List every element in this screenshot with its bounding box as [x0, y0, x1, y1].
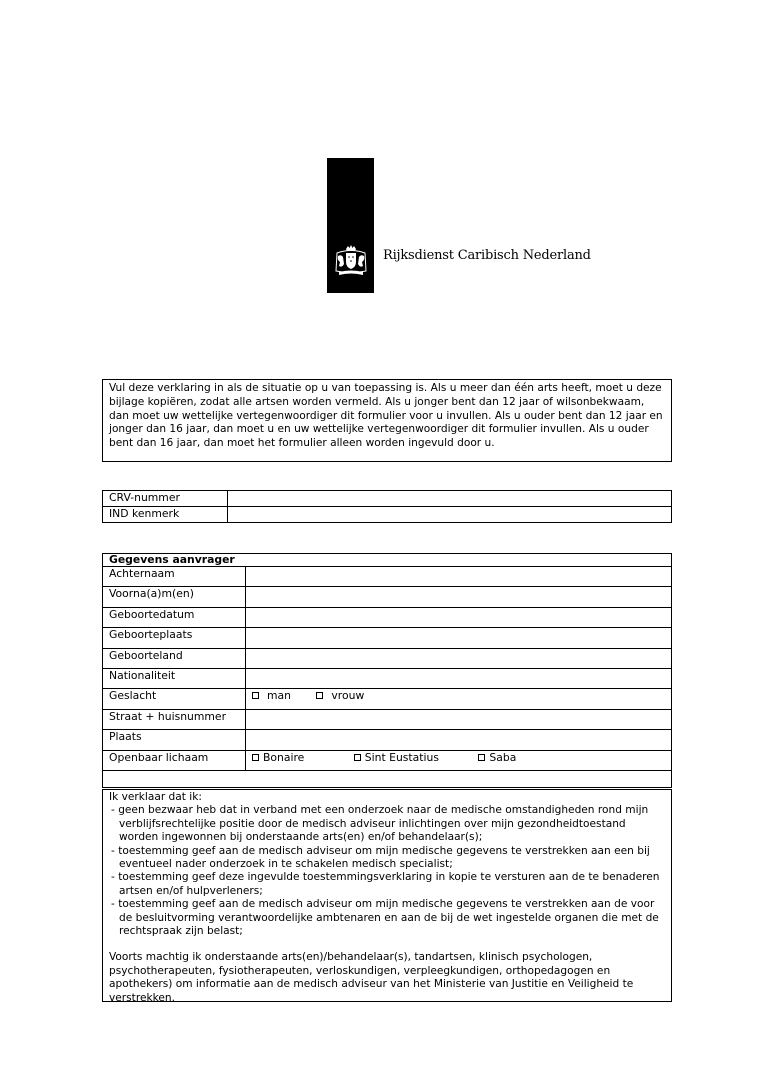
- declaration-closing: Voorts machtig ik onderstaande arts(en)/behandelaar(s), tandartsen, klinisch psychologen, psychotherapeuten, fysiotherapeuten, verloskundigen, verpleegkundigen, orthopedagogen en apothekers) om informatie aan de medisch adviseur van het Ministerie van Justitie en Veiligheid te verstrekken.: [109, 951, 634, 1004]
- birth-country-label: Geboorteland: [103, 648, 246, 668]
- spacer-cell: [103, 770, 672, 787]
- table-row: [103, 750, 672, 770]
- table-row: [103, 730, 672, 750]
- spacer-row: [103, 770, 672, 787]
- city-label: Plaats: [103, 730, 246, 750]
- checkbox-icon[interactable]: [316, 692, 323, 699]
- table-row: [103, 648, 672, 668]
- logo-bar: [327, 158, 374, 293]
- gender-label: Geslacht: [103, 689, 246, 709]
- checkbox-icon[interactable]: [478, 754, 485, 761]
- nationality-field[interactable]: [246, 668, 672, 688]
- birth-date-field[interactable]: [246, 607, 672, 627]
- birth-date-label: Geboortedatum: [103, 607, 246, 627]
- paragraph-gap: [109, 938, 665, 951]
- public-body-option-bonaire[interactable]: Bonaire: [252, 751, 304, 764]
- crv-label: CRV-nummer: [103, 491, 228, 507]
- checkbox-icon[interactable]: [252, 754, 259, 761]
- street-label: Straat + huisnummer: [103, 709, 246, 729]
- intro-box: [102, 379, 672, 462]
- table-row: [103, 709, 672, 729]
- gender-option-man[interactable]: man: [252, 689, 291, 702]
- checkbox-icon[interactable]: [354, 754, 361, 761]
- applicant-heading-row: [103, 554, 672, 567]
- ind-field[interactable]: [228, 507, 672, 523]
- gender-option-vrouw[interactable]: vrouw: [316, 689, 364, 702]
- street-field[interactable]: [246, 709, 672, 729]
- public-body-label: Openbaar lichaam: [103, 750, 246, 770]
- public-body-field: [246, 750, 672, 770]
- birth-country-field[interactable]: [246, 648, 672, 668]
- nationality-label: Nationaliteit: [103, 668, 246, 688]
- declaration-box: [102, 789, 672, 1002]
- surname-label: Achternaam: [103, 567, 246, 587]
- declaration-intro: Ik verklaar dat ik:: [109, 791, 202, 803]
- gender-field: [246, 689, 672, 709]
- ind-label: IND kenmerk: [103, 507, 228, 523]
- birth-place-field[interactable]: [246, 628, 672, 648]
- public-body-option-sint-eustatius[interactable]: Sint Eustatius: [354, 751, 439, 764]
- public-body-option-saba[interactable]: Saba: [478, 751, 516, 764]
- surname-field[interactable]: [246, 567, 672, 587]
- table-row: [103, 668, 672, 688]
- table-row: [103, 689, 672, 709]
- first-names-label: Voorna(a)m(en): [103, 587, 246, 607]
- checkbox-icon[interactable]: [252, 692, 259, 699]
- first-names-field[interactable]: [246, 587, 672, 607]
- list-item: - toestemming geef deze ingevulde toestemmingsverklaring in kopie te versturen aan de te benaderen artsen en/of hulpverleners;: [111, 871, 660, 897]
- crv-field[interactable]: [228, 491, 672, 507]
- applicant-heading: Gegevens aanvrager: [103, 554, 672, 567]
- intro-text: Vul deze verklaring in als de situatie op u van toepassing is. Als u meer dan één arts heeft, moet u deze bijlage kopiëren, zodat alle artsen worden vermeld. Als u jonger bent dan 12 jaar of wilsonbekwaam, dan moet uw wettelijke vertegenwoordiger dit formulier voor u invullen. Als u ouder bent dan 12 jaar en jonger dan 16 jaar, dan moet u en uw wettelijke vertegenwoordiger dit formulier invullen. Als u ouder bent dan 16 jaar, dan moet het formulier alleen worden ingevuld door u.: [109, 382, 663, 450]
- list-item: - geen bezwaar heb dat in verband met een onderzoek naar de medische omstandigheden rond mijn verblijfsrechtelijke positie door de medisch adviseur inlichtingen over mijn gezondheidtoestand worden ingewonnen bij onderstaande arts(en) en/of behandelaar(s);: [111, 804, 649, 844]
- crv-row: [103, 491, 672, 507]
- crest-icon: [333, 244, 369, 278]
- applicant-table: [102, 553, 672, 788]
- id-table: [102, 490, 672, 523]
- table-row: [103, 587, 672, 607]
- city-field[interactable]: [246, 730, 672, 750]
- declaration-list: [109, 804, 665, 938]
- organization-name: Rijksdienst Caribisch Nederland: [383, 248, 591, 263]
- list-item: - toestemming geef aan de medisch adviseur om mijn medische gegevens te verstrekken aan de voor de besluitvorming verantwoordelijke ambtenaren en aan de bij de wet ingestelde organen die met de rechtspraak zijn belast;: [111, 898, 659, 938]
- list-item: - toestemming geef aan de medisch adviseur om mijn medische gegevens te verstrekken aan een bij eventueel nader onderzoek in te schakelen medisch specialist;: [111, 844, 650, 871]
- table-row: [103, 607, 672, 627]
- birth-place-label: Geboorteplaats: [103, 628, 246, 648]
- ind-row: [103, 507, 672, 523]
- table-row: [103, 567, 672, 587]
- table-row: [103, 628, 672, 648]
